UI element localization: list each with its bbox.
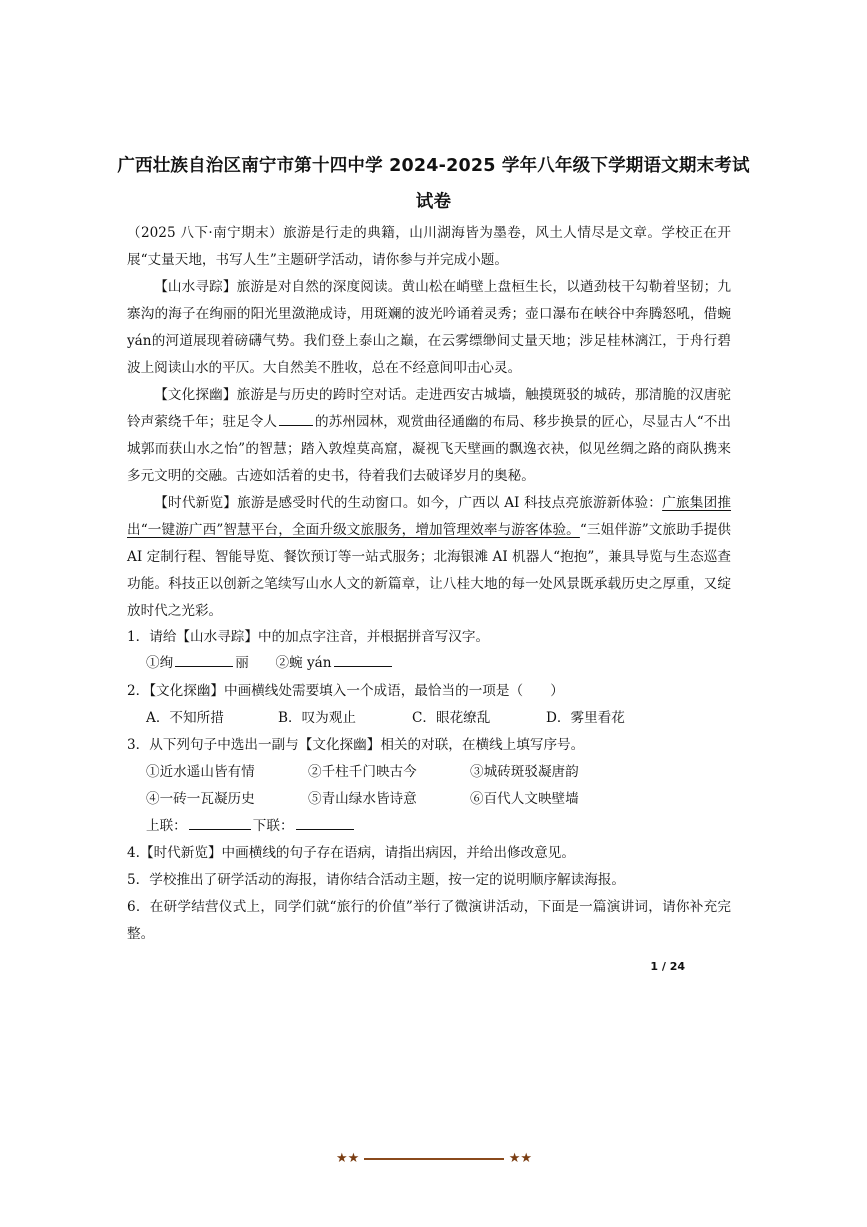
q3-upper-blank xyxy=(189,817,251,830)
question-1: 1．请给【山水寻踪】中的加点字注音，并根据拼音写汉字。 xyxy=(127,629,490,645)
culture-text-b: 的苏州园林，观赏曲径通幽的布局、移步换景的匠心，尽显古人“不出城郭而获山水之怡”的智慧；踏入敦煌莫高窟，凝视飞天壁画的飘逸衣袂，似见丝绸之路的商队携来多元文明的交融。古迹如活着的史书，待着我们去破译岁月的奥秘。 xyxy=(127,414,732,484)
q3-upper-label: 上联： xyxy=(146,818,187,834)
exam-title-line2: 试卷 xyxy=(415,192,452,212)
q2-option-a: A．不知所措 xyxy=(146,710,224,726)
question-5: 5．学校推出了研学活动的海报，请你结合活动主题，按一定的说明顺序解读海报。 xyxy=(127,872,626,888)
question-2-options xyxy=(146,705,706,732)
idiom-blank xyxy=(279,413,313,426)
q3-option-3: ③城砖斑驳凝唐韵 xyxy=(470,764,579,780)
q3-option-1: ①近水遥山皆有情 xyxy=(146,764,255,780)
q1-item-a-suffix: 丽 xyxy=(235,655,249,671)
passage-culture xyxy=(127,382,731,490)
q3-lower-label: 下联： xyxy=(252,818,294,834)
footer-ornament xyxy=(336,1150,532,1168)
q2-option-d: D．雾里看花 xyxy=(546,710,625,726)
culture-text-a: 【文化探幽】旅游是与历史的跨时空对话。走进西安古城墙，触摸斑驳的城砖，那清脆的汉唐驼铃声萦绕千年；驻足令人 xyxy=(127,387,731,430)
q3-option-5: ⑤青山绿水皆诗意 xyxy=(308,791,417,807)
question-3-options-row2 xyxy=(146,786,706,813)
question-4: 4.【时代新览】中画横线的句子存在语病，请指出病因，并给出修改意见。 xyxy=(127,845,575,861)
q1-blank-a xyxy=(175,654,233,667)
exam-title: 广西壮族自治区南宁市第十四中学 2024-2025 学年八年级下学期语文期末考试 xyxy=(117,156,750,176)
q3-option-4: ④一砖一瓦凝历史 xyxy=(146,791,255,807)
intro-paragraph: （2025 八下·南宁期末）旅游是行走的典籍，山川湖海皆为墨卷，风土人情尽是文章。学校正在开展“丈量天地，书写人生”主题研学活动，请你参与并完成小题。 xyxy=(127,225,731,268)
question-3-options-row1 xyxy=(146,759,706,786)
q2-option-c: C．眼花缭乱 xyxy=(412,710,491,726)
page-number: 1 / 24 xyxy=(650,960,685,973)
passage-modern xyxy=(127,490,731,625)
footer-stars-right: ★★ xyxy=(508,1151,532,1166)
question-1-blanks xyxy=(146,650,394,677)
q3-option-6: ⑥百代人文映壁墙 xyxy=(470,791,579,807)
q3-option-2: ②千柱千门映古今 xyxy=(308,764,417,780)
modern-text-b: “三姐伴游”文旅助手提供 AI 定制行程、智能导览、餐饮预订等一站式服务；北海银滩 AI 机器人“抱抱”，兼具导览与生态巡查功能。科技正以创新之笔续写山水人文的新篇章，让八桂大地的每一处风景既承载历史之厚重，又绽放时代之光彩。 xyxy=(127,522,731,619)
question-6: 6．在研学结营仪式上，同学们就“旅行的价值”举行了微演讲活动，下面是一篇演讲词，请你补充完整。 xyxy=(127,899,731,942)
q2-option-b: B．叹为观止 xyxy=(278,710,356,726)
q1-blank-b xyxy=(334,654,392,667)
question-2: 2．【文化探幽】中画横线处需要填入一个成语，最恰当的一项是（ ） xyxy=(127,683,564,699)
modern-text-a: 【时代新览】旅游是感受时代的生动窗口。如今，广西以 AI 科技点亮旅游新体验： xyxy=(154,495,663,511)
underlined-sentence: 广旅集团推出“一键游广西”智慧平台，全面升级文旅服务，增加管理效率与游客体验。 xyxy=(127,495,732,538)
q1-item-b: ②蜿 yán xyxy=(275,655,332,671)
passage-nature: 【山水寻踪】旅游是对自然的深度阅读。黄山松在峭壁上盘桓生长，以遒劲枝干勾勒着坚韧；九寨沟的海子在绚丽的阳光里潋滟成诗，用斑斓的波光吟诵着灵秀；壶口瀑布在峡谷中奔腾怒吼，借蜿yán的河道展现着磅礴气势。我们登上泰山之巅，在云雾缥缈间丈量天地；涉足桂林漓江，于舟行碧波上阅读山水的平仄。大自然美不胜收，总在不经意间叩击心灵。 xyxy=(127,279,731,376)
footer-rule xyxy=(364,1158,504,1160)
question-3-answer xyxy=(146,813,356,840)
question-3: 3．从下列句子中选出一副与【文化探幽】相关的对联，在横线上填写序号。 xyxy=(127,737,585,753)
q3-lower-blank xyxy=(296,817,354,830)
footer-stars-left: ★★ xyxy=(336,1151,360,1166)
q1-item-a: ①绚 xyxy=(146,655,174,671)
